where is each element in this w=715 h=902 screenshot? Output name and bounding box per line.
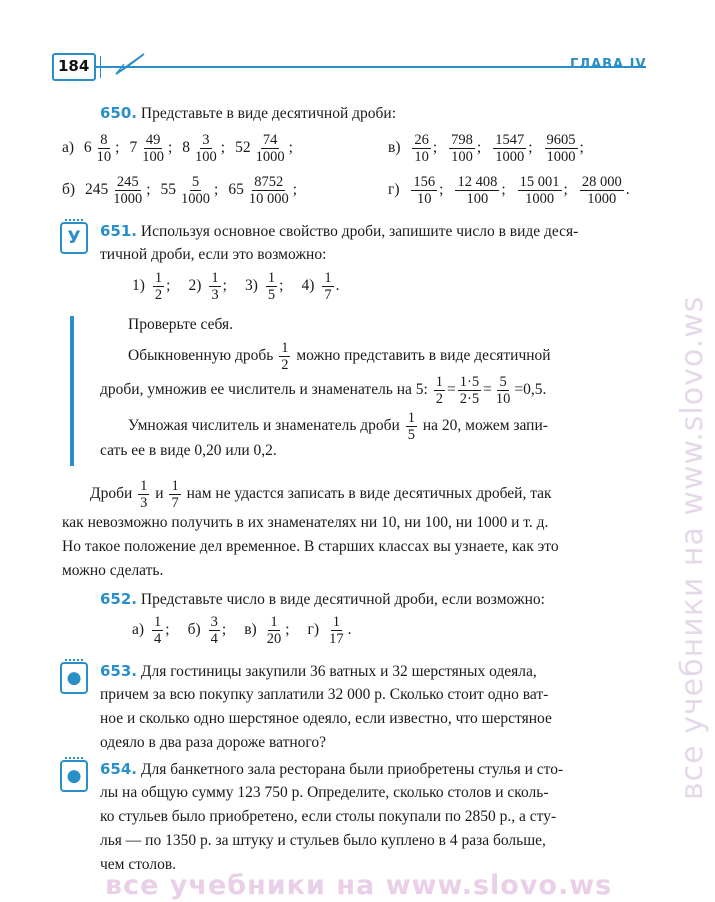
notebook-icon <box>60 760 88 792</box>
fraction <box>254 132 287 165</box>
fraction-item <box>84 174 151 207</box>
exercise-650-row-a <box>62 132 303 165</box>
fraction <box>266 270 277 303</box>
denominator: 10 <box>417 191 432 207</box>
numerator: 5 <box>499 374 507 390</box>
fraction-item <box>301 270 340 303</box>
header-rule <box>96 66 646 68</box>
fraction <box>138 478 149 511</box>
fraction <box>412 132 431 165</box>
fraction-item <box>129 132 173 165</box>
check-paragraph-2-line2: сать ее в виде 0,20 или 0,2. <box>100 442 277 459</box>
denominator: 7 <box>171 495 179 511</box>
exercise-654-line5: чем столов. <box>100 856 177 873</box>
separator: ; <box>220 139 226 157</box>
fraction-item <box>491 132 533 165</box>
numerator: 8752 <box>254 174 284 190</box>
separator: . <box>347 621 352 639</box>
check-paragraph-1 <box>128 340 551 373</box>
exercise-text: Представьте в виде десятичной дроби: <box>140 105 397 122</box>
separator: ; <box>579 139 584 157</box>
equals: = <box>447 381 456 399</box>
denominator: 100 <box>466 191 489 207</box>
fraction-item <box>447 132 482 165</box>
separator: ; <box>221 621 227 639</box>
check-paragraph-1-line2 <box>100 374 546 407</box>
denominator: 1000 <box>255 149 285 165</box>
numerator: 798 <box>451 132 473 148</box>
fraction-item <box>409 174 444 207</box>
icon-letter: У <box>67 228 81 248</box>
exercise-text: Представьте число в виде десятичной дроби, если возможно: <box>140 591 545 608</box>
main-paragraph-line1 <box>90 478 552 511</box>
fraction <box>449 132 475 165</box>
fraction <box>169 478 180 511</box>
text: можно представить в виде десятичной <box>296 347 551 365</box>
exercise-651-line2: тичной дроби, если это возможно: <box>100 246 327 263</box>
fraction-item <box>516 174 568 207</box>
exercise-650-row-b <box>62 174 307 207</box>
whole-part: 245 <box>84 181 109 199</box>
exercise-text: Для банкетного зала ресторана были приобретены стулья и сто- <box>140 761 564 778</box>
fraction <box>327 614 346 647</box>
separator: ; <box>167 139 173 157</box>
fraction <box>153 270 164 303</box>
denominator: 10 <box>96 149 112 165</box>
numerator: 1 <box>154 614 162 630</box>
exercise-653-line4: одеяло в два раза дороже ватного? <box>100 734 327 751</box>
whole-part: 6 <box>83 139 92 157</box>
fraction-item <box>235 132 293 165</box>
numerator: 26 <box>414 132 429 148</box>
denominator: 2 <box>435 391 443 407</box>
numerator: 28 000 <box>581 174 622 190</box>
numerator: 1·5 <box>459 374 480 390</box>
exercise-number: 651. <box>100 222 138 240</box>
fraction <box>193 132 219 165</box>
exercise-654-line2: лы на общую сумму 123 750 р. Определите, сколько столов и сколь- <box>100 784 549 801</box>
fraction <box>140 132 166 165</box>
main-paragraph-line3: Но такое положение дел временное. В старших классах вы узнаете, как это <box>62 538 559 555</box>
separator: . <box>335 277 340 295</box>
fraction <box>406 410 417 443</box>
item-label: б) <box>62 181 76 199</box>
numerator: 49 <box>145 132 161 148</box>
fraction <box>265 614 284 647</box>
separator: ; <box>279 277 284 295</box>
check-section-bar <box>70 316 74 466</box>
fraction <box>279 340 290 373</box>
denominator: 1000 <box>113 191 143 207</box>
denominator: 7 <box>324 287 332 303</box>
separator: ; <box>292 181 297 199</box>
fraction <box>434 374 445 407</box>
result: 0,5. <box>523 381 547 399</box>
denominator: 4 <box>210 631 218 647</box>
numerator: 9605 <box>546 132 576 148</box>
check-title: Проверьте себя. <box>128 316 234 333</box>
exercise-654-line4: лья — по 1350 р. за штуку и стульев было куплено в 4 раза больше, <box>100 832 546 849</box>
exercise-number: 653. <box>100 662 138 680</box>
equals: = <box>514 381 524 399</box>
item-label: г) <box>307 621 320 639</box>
text: Обыкновенную дробь <box>128 347 274 365</box>
fraction-item <box>578 174 630 207</box>
main-paragraph-line2: как невозможно получить в их знаменателях ни 10, ни 100, ни 1000 и т. д. <box>62 514 549 531</box>
whole-part: 52 <box>235 139 251 157</box>
fraction-item <box>132 614 170 647</box>
separator: ; <box>146 181 151 199</box>
fraction <box>95 132 114 165</box>
circle-icon: ● <box>66 668 82 688</box>
denominator: 100 <box>451 149 473 165</box>
text: на 20, можем запи- <box>422 417 548 435</box>
denominator: 3 <box>211 287 219 303</box>
side-watermark <box>655 100 715 800</box>
denominator: 1000 <box>181 191 210 207</box>
numerator: 1547 <box>495 132 525 148</box>
fraction-item <box>543 132 584 165</box>
denominator: 5 <box>407 427 415 443</box>
exercise-650-row-v <box>388 132 594 165</box>
denominator: 100 <box>142 149 164 165</box>
item-label: 2) <box>188 277 202 295</box>
fraction <box>458 374 481 407</box>
separator: ; <box>501 181 506 199</box>
fraction-item <box>182 132 226 165</box>
chapter-title: ГЛАВА IV <box>570 57 647 72</box>
separator: ; <box>115 139 120 157</box>
exercise-653-line3: ное и сколько одно шерстяное одеяло, если известно, что шерстяное <box>100 710 552 727</box>
fraction <box>322 270 333 303</box>
fraction-item <box>188 270 227 303</box>
separator: ; <box>222 277 227 295</box>
fraction <box>209 270 220 303</box>
fraction-item <box>132 270 171 303</box>
fraction <box>111 174 144 207</box>
exercise-654-line3: ко стульев было приобретено, если столы покупали по 2850 р., а сту- <box>100 808 557 825</box>
numerator: 8 <box>100 132 108 148</box>
numerator: 15 001 <box>519 174 560 190</box>
denominator: 17 <box>329 631 344 647</box>
denominator: 1000 <box>587 191 617 207</box>
exercise-number: 654. <box>100 760 138 778</box>
text: и <box>155 485 164 503</box>
denominator: 10 000 <box>248 191 289 207</box>
exercise-number: 650. <box>100 104 138 122</box>
numerator: 1 <box>270 614 278 630</box>
fraction-item <box>160 174 219 207</box>
numerator: 1 <box>154 270 163 286</box>
denominator: 2·5 <box>459 391 480 407</box>
numerator: 1 <box>267 270 276 286</box>
denominator: 10 <box>495 391 511 407</box>
numerator: 1 <box>435 374 443 390</box>
page-number: 184 <box>58 57 90 75</box>
denominator: 1000 <box>525 191 555 207</box>
text: Умножая числитель и знаменатель дроби <box>128 417 400 435</box>
exercise-650-heading <box>100 104 396 123</box>
separator: ; <box>288 139 293 157</box>
separator: ; <box>214 181 219 199</box>
exercise-653-line1 <box>100 662 537 681</box>
fraction <box>545 132 578 165</box>
separator: ; <box>439 181 444 199</box>
item-label: а) <box>62 139 75 157</box>
denominator: 3 <box>140 495 148 511</box>
exercise-652-heading <box>100 590 545 609</box>
exercise-654-line1 <box>100 760 563 779</box>
fraction-item <box>410 132 438 165</box>
item-label: в) <box>244 621 257 639</box>
denominator: 100 <box>195 149 217 165</box>
denominator: 5 <box>267 287 276 303</box>
numerator: 1 <box>281 340 289 356</box>
numerator: 1 <box>332 614 340 630</box>
fraction-item <box>453 174 506 207</box>
item-label: 4) <box>301 277 315 295</box>
denominator: 1000 <box>495 149 525 165</box>
fraction-item <box>244 270 284 303</box>
numerator: 1 <box>211 270 219 286</box>
workbook-icon <box>60 222 88 254</box>
fraction <box>209 614 220 647</box>
equals: = <box>483 381 492 399</box>
numerator: 1 <box>407 410 415 426</box>
notebook-icon <box>60 662 88 694</box>
item-label: в) <box>388 139 401 157</box>
fraction-item <box>228 174 297 207</box>
exercise-651-items <box>132 270 358 303</box>
fraction <box>411 174 437 207</box>
check-paragraph-2 <box>128 410 548 443</box>
watermark-text: все учебники на www.slovo.ws <box>675 295 710 800</box>
separator: ; <box>563 181 568 199</box>
whole-part: 7 <box>129 139 138 157</box>
fraction <box>179 174 212 207</box>
fraction <box>494 374 513 407</box>
numerator: 1 <box>324 270 332 286</box>
separator: ; <box>528 139 533 157</box>
fraction <box>518 174 562 207</box>
separator: ; <box>165 621 170 639</box>
denominator: 1000 <box>546 149 576 165</box>
denominator: 2 <box>154 287 163 303</box>
numerator: 3 <box>202 132 210 148</box>
text: нам не удастся записать в виде десятичных дробей, так <box>186 485 552 503</box>
numerator: 3 <box>210 614 218 630</box>
exercise-651-line1 <box>100 222 578 241</box>
exercise-number: 652. <box>100 590 138 608</box>
fraction <box>247 174 291 207</box>
fraction-item <box>244 614 290 647</box>
denominator: 2 <box>281 357 289 373</box>
fraction <box>493 132 526 165</box>
fraction-item <box>187 614 227 647</box>
exercise-text: Для гостиницы закупили 36 ватных и 32 шерстяных одеяла, <box>140 663 537 680</box>
separator: . <box>625 181 630 199</box>
separator: ; <box>166 277 171 295</box>
item-label: г) <box>388 181 400 199</box>
fraction <box>152 614 163 647</box>
separator: ; <box>432 139 438 157</box>
whole-part: 65 <box>228 181 244 199</box>
numerator: 1 <box>171 478 179 494</box>
numerator: 12 408 <box>457 174 498 190</box>
denominator: 20 <box>266 631 282 647</box>
numerator: 156 <box>413 174 436 190</box>
item-label: 1) <box>132 277 145 295</box>
main-paragraph-line4: можно сделать. <box>62 562 164 579</box>
numerator: 5 <box>191 174 200 190</box>
circle-icon: ● <box>66 766 82 786</box>
item-label: б) <box>187 621 201 639</box>
separator: ; <box>285 621 290 639</box>
exercise-text: Используя основное свойство дроби, запишите число в виде деся- <box>140 223 579 240</box>
exercise-652-items <box>132 614 369 647</box>
denominator: 10 <box>414 149 429 165</box>
whole-part: 8 <box>182 139 191 157</box>
bottom-watermark: все учебники на www.slovo.ws <box>105 870 613 901</box>
whole-part: 55 <box>160 181 176 199</box>
numerator: 74 <box>262 132 278 148</box>
item-label: 3) <box>244 277 258 295</box>
numerator: 1 <box>140 478 148 494</box>
fraction-item <box>307 614 352 647</box>
numerator: 245 <box>116 174 139 190</box>
exercise-650-row-g <box>388 174 640 207</box>
separator: ; <box>476 139 482 157</box>
exercise-653-line2: причем за всю покупку заплатили 32 000 р. Сколько стоит одно ват- <box>100 686 549 703</box>
item-label: а) <box>132 621 145 639</box>
denominator: 4 <box>154 631 162 647</box>
fraction-item <box>83 132 120 165</box>
text: Дроби <box>90 485 133 503</box>
fraction <box>455 174 499 207</box>
fraction <box>580 174 624 207</box>
text: дроби, умножив ее числитель и знаменатель на 5: <box>100 381 428 399</box>
